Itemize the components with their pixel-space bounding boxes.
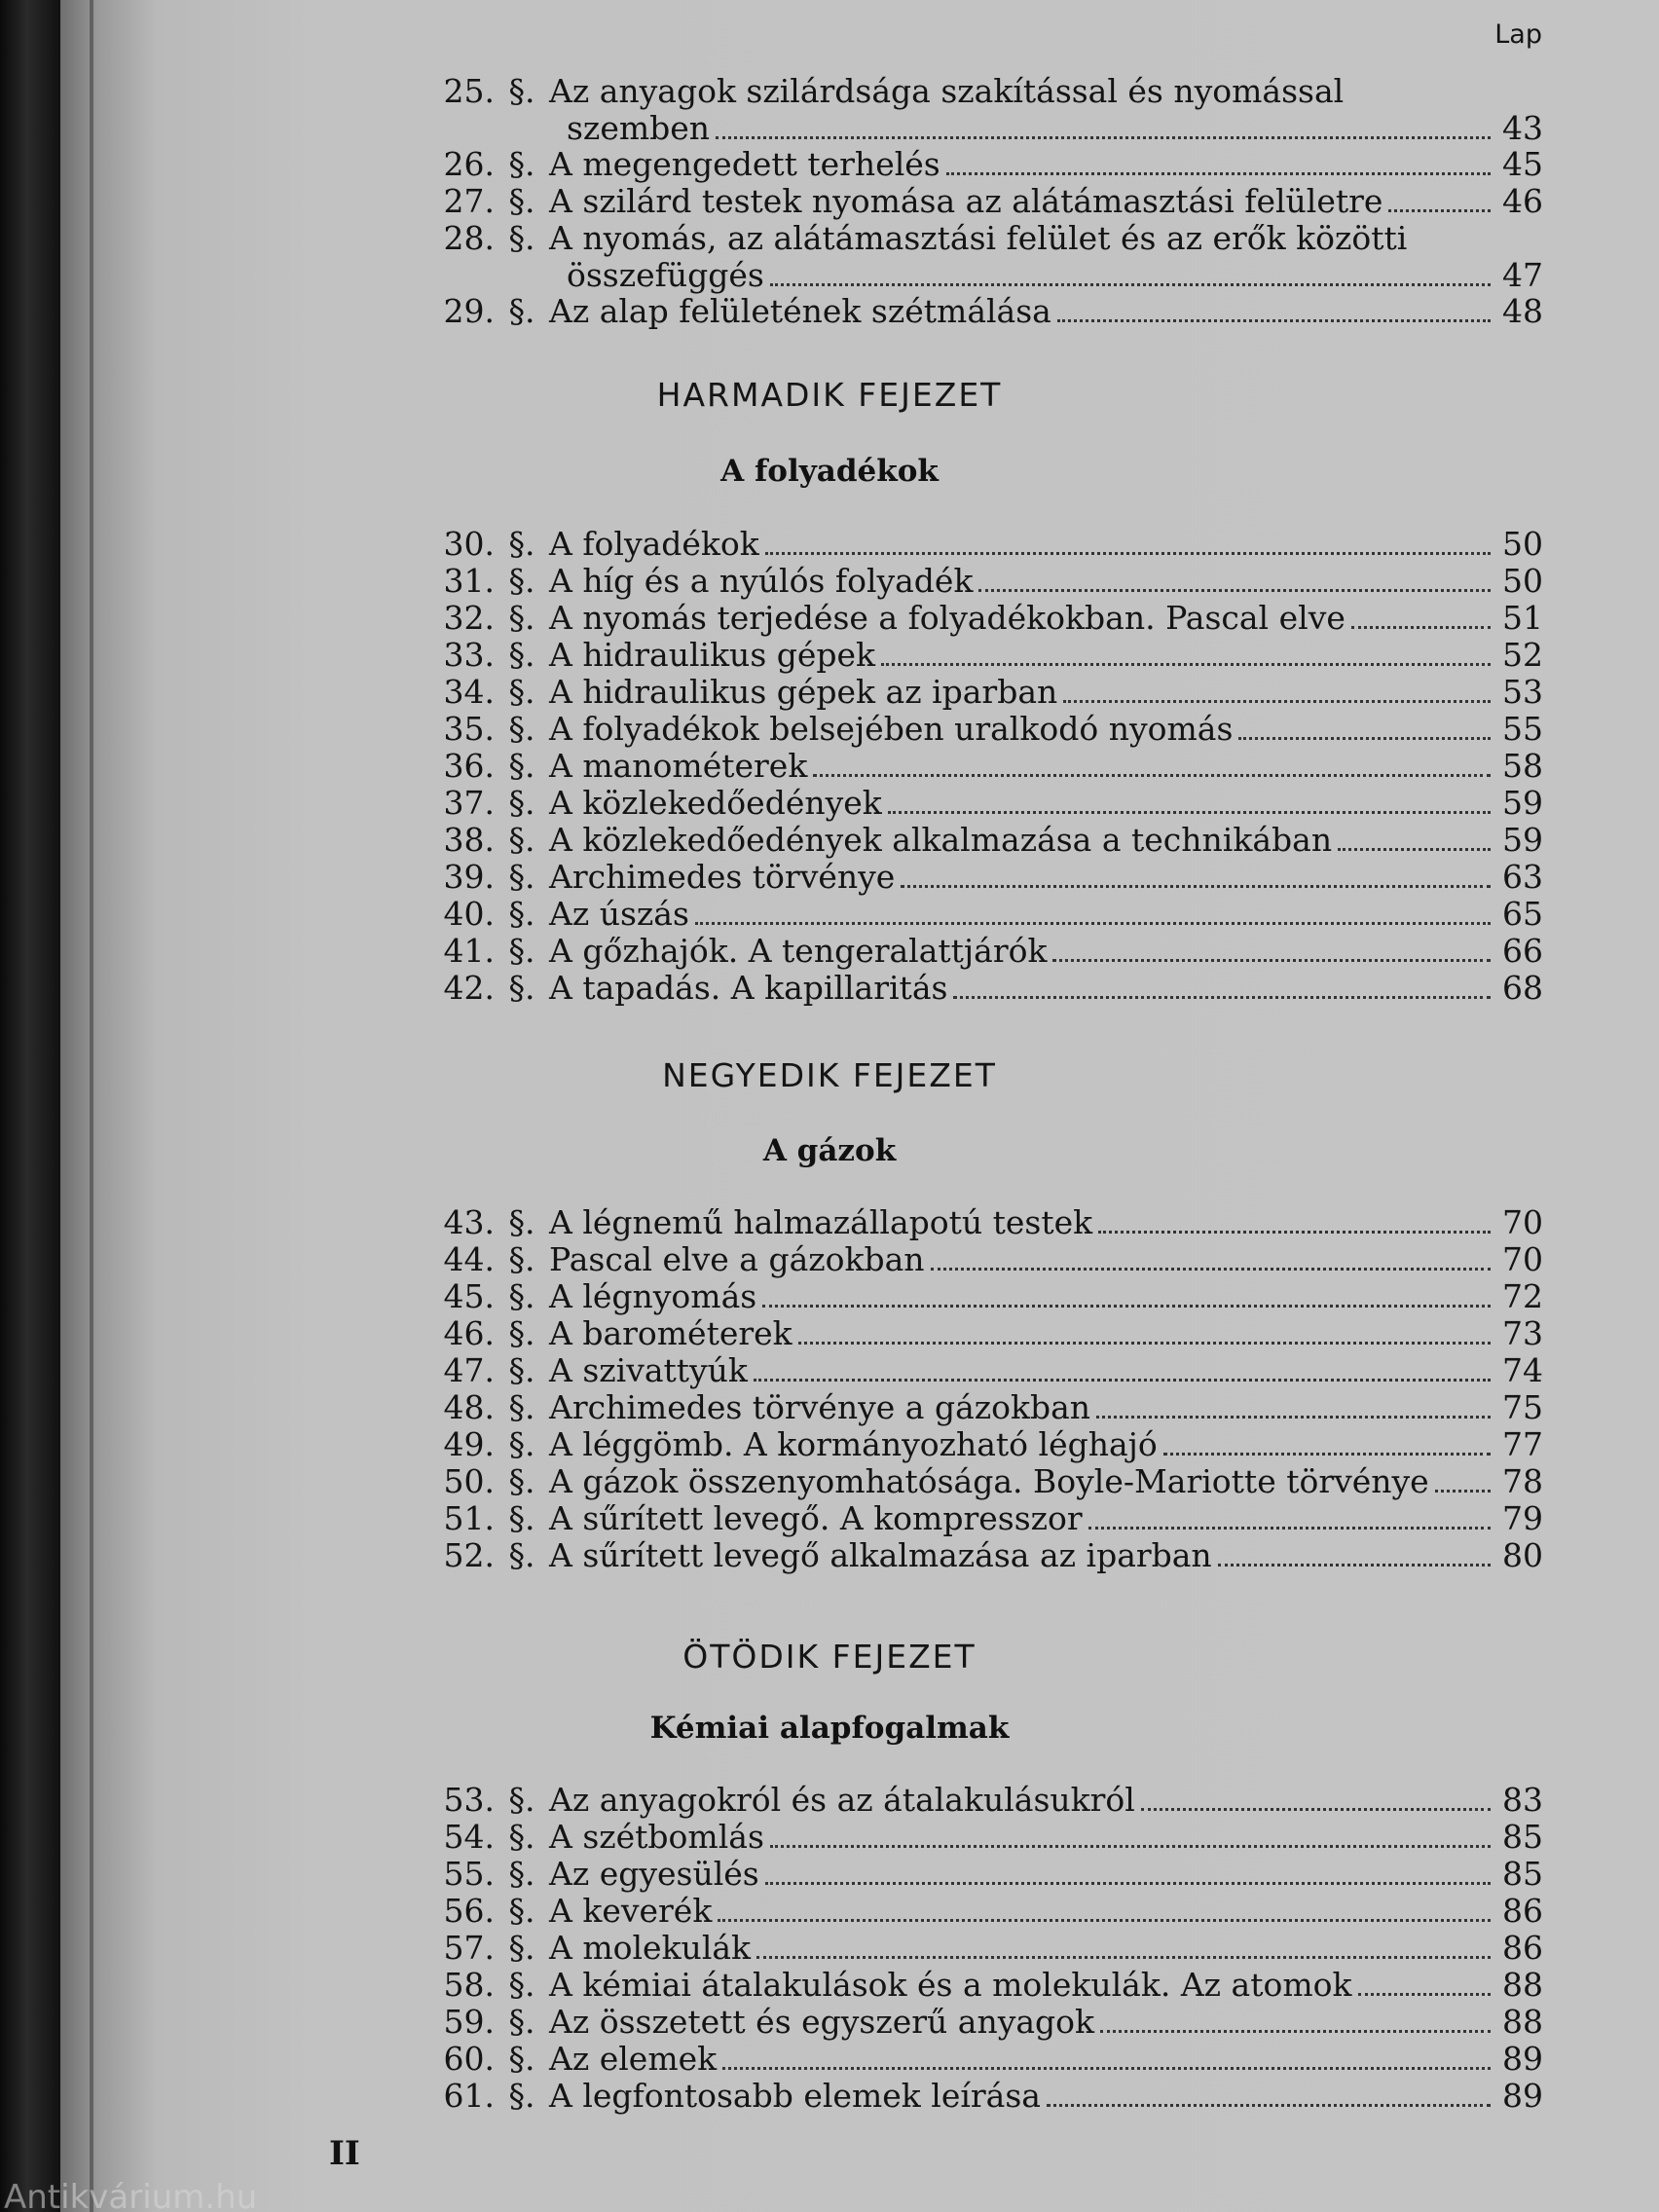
toc-entry-continuation — [567, 257, 1543, 294]
toc-entry-title: Az elemek — [549, 2040, 718, 2078]
section-sign: §. — [508, 1781, 535, 1819]
toc-entry — [428, 1315, 1543, 1352]
toc-entry-number: 53. — [443, 1781, 495, 1819]
toc-entry-number: 54. — [443, 1818, 495, 1856]
toc-entry — [428, 1537, 1543, 1574]
toc-entry — [428, 785, 1543, 822]
toc-entry-page: 75 — [1502, 1388, 1543, 1426]
toc-entry — [428, 563, 1543, 600]
toc-entry-title: Az összetett és egyszerű anyagok — [549, 2003, 1095, 2041]
section-sign: §. — [508, 1966, 535, 2004]
dot-leader — [1098, 1209, 1491, 1234]
toc-entry-title: A szivattyúk — [549, 1351, 748, 1389]
toc-entry-page: 85 — [1502, 1855, 1543, 1893]
toc-entry-number: 48. — [443, 1388, 495, 1426]
toc-entry-page: 59 — [1502, 784, 1543, 822]
toc-entry-title: A szétbomlás — [549, 1818, 764, 1856]
section-sign: §. — [508, 636, 535, 674]
toc-entry-number: 28. — [443, 219, 495, 257]
toc-entry-page: 83 — [1502, 1781, 1543, 1819]
toc-entry-page: 85 — [1502, 1818, 1543, 1856]
toc-entry — [428, 1241, 1543, 1278]
toc-entry-title: A híg és a nyúlós folyadék — [549, 562, 974, 600]
toc-entry-number: 30. — [443, 525, 495, 563]
toc-entry — [428, 1500, 1543, 1537]
toc-entry-page: 46 — [1502, 182, 1543, 220]
section-sign: §. — [508, 1388, 535, 1426]
section-sign: §. — [508, 858, 535, 896]
toc-entry — [428, 1352, 1543, 1389]
toc-entry-title: A légnemű halmazállapotú testek — [549, 1203, 1093, 1241]
toc-entry-page: 43 — [1502, 109, 1543, 147]
toc-entry — [428, 73, 1543, 110]
dot-leader — [1351, 605, 1491, 629]
toc-entry — [428, 637, 1543, 674]
toc-entry-title: A gázok összenyomhatósága. Boyle-Mariotte törvénye — [549, 1462, 1429, 1500]
toc-entry — [428, 1463, 1543, 1500]
toc-entry-title: A keverék — [549, 1892, 713, 1930]
toc-entry — [428, 526, 1543, 563]
section-sign: §. — [508, 2040, 535, 2078]
toc-entry — [428, 1389, 1543, 1426]
toc-entry-number: 29. — [443, 292, 495, 330]
section-sign: §. — [508, 219, 535, 257]
chapter-heading-harmadik: HARMADIK FEJEZET — [656, 376, 1003, 414]
toc-entry-title: A manométerek — [549, 747, 808, 785]
dot-leader — [1163, 1431, 1491, 1456]
dot-leader — [770, 262, 1491, 286]
dot-leader — [953, 975, 1491, 999]
toc-entry-page: 80 — [1502, 1536, 1543, 1574]
toc-entry — [428, 933, 1543, 970]
toc-entry — [428, 748, 1543, 785]
toc-entry-page: 70 — [1502, 1240, 1543, 1278]
toc-entry-title: A sűrített levegő. A kompresszor — [549, 1499, 1083, 1537]
toc-entry — [428, 1278, 1543, 1315]
toc-entry-title: A molekulák — [549, 1929, 752, 1967]
section-sign: §. — [508, 821, 535, 859]
toc-entry-page: 74 — [1502, 1351, 1543, 1389]
toc-entry-number: 37. — [443, 784, 495, 822]
toc-entry-number: 38. — [443, 821, 495, 859]
dot-leader — [722, 2046, 1491, 2070]
toc-entry-title: A gőzhajók. A tengeralattjárók — [549, 932, 1048, 970]
toc-entry-page: 86 — [1502, 1929, 1543, 1967]
dot-leader — [1063, 679, 1491, 703]
toc-entry-number: 58. — [443, 1966, 495, 2004]
section-sign: §. — [508, 1425, 535, 1463]
dot-leader — [931, 1246, 1491, 1271]
dot-leader — [762, 1283, 1491, 1308]
toc-entry-title: Az egyesülés — [549, 1855, 759, 1893]
dot-leader — [1358, 1972, 1491, 1996]
section-sign: §. — [508, 1240, 535, 1278]
toc-entry-title: A folyadékok belsejében uralkodó nyomás — [549, 710, 1234, 748]
toc-entry-number: 46. — [443, 1314, 495, 1352]
toc-entry — [428, 896, 1543, 933]
toc-entry — [428, 859, 1543, 896]
toc-entry-number: 56. — [443, 1892, 495, 1930]
dot-leader — [798, 1320, 1491, 1345]
toc-entry-number: 35. — [443, 710, 495, 748]
toc-entry-title: A nyomás, az alátámasztási felület és az erők közötti — [549, 219, 1408, 257]
section-sign: §. — [508, 1462, 535, 1500]
toc-entry-number: 47. — [443, 1351, 495, 1389]
toc-entry-number: 27. — [443, 182, 495, 220]
dot-leader — [1435, 1468, 1491, 1493]
toc-entry-number: 31. — [443, 562, 495, 600]
toc-entry — [428, 1930, 1543, 1967]
toc-entry-number: 41. — [443, 932, 495, 970]
toc-entry-number: 44. — [443, 1240, 495, 1278]
toc-entry — [428, 822, 1543, 859]
toc-entry-title: A kémiai átalakulások és a molekulák. Az atomok — [549, 1966, 1352, 2004]
section-sign: §. — [508, 673, 535, 711]
toc-entry-page: 88 — [1502, 1966, 1543, 2004]
section-sign: §. — [508, 784, 535, 822]
toc-entry-number: 33. — [443, 636, 495, 674]
dot-leader — [1088, 1505, 1491, 1530]
toc-entry-number: 55. — [443, 1855, 495, 1893]
toc-entry-page: 78 — [1502, 1462, 1543, 1500]
lap-column-header: Lap — [1494, 19, 1542, 50]
toc-entry-page: 66 — [1502, 932, 1543, 970]
section-sign: §. — [508, 1929, 535, 1967]
toc-entry — [428, 1819, 1543, 1856]
section-sign: §. — [508, 1536, 535, 1574]
section-sign: §. — [508, 182, 535, 220]
toc-entry-page: 89 — [1502, 2040, 1543, 2078]
chapter-heading-otodik: ÖTÖDIK FEJEZET — [682, 1638, 977, 1676]
section-sign: §. — [508, 969, 535, 1007]
toc-entry — [428, 2078, 1543, 2115]
toc-entry-page: 79 — [1502, 1499, 1543, 1537]
toc-entry-number: 43. — [443, 1203, 495, 1241]
toc-entry-title: A sűrített levegő alkalmazása az iparban — [549, 1536, 1212, 1574]
toc-entry-title: Az úszás — [549, 895, 689, 933]
chapter-subtitle-kemiai: Kémiai alapfogalmak — [649, 1711, 1010, 1746]
toc-entry — [428, 293, 1543, 330]
antikvarium-watermark: Antikvárium.hu — [4, 2181, 258, 2212]
toc-entry-number: 34. — [443, 673, 495, 711]
toc-entry-title: A barométerek — [549, 1314, 793, 1352]
toc-entry-number: 60. — [443, 2040, 495, 2078]
toc-entry-page: 72 — [1502, 1277, 1543, 1315]
section-sign: §. — [508, 292, 535, 330]
dot-leader — [1338, 827, 1491, 851]
toc-entry-title: A hidraulikus gépek az iparban — [549, 673, 1058, 711]
dot-leader — [1238, 716, 1491, 740]
dot-leader — [901, 864, 1491, 888]
toc-entry-number: 26. — [443, 145, 495, 183]
toc-entry-number: 57. — [443, 1929, 495, 1967]
toc-entry-page: 50 — [1502, 562, 1543, 600]
toc-entry-page: 89 — [1502, 2077, 1543, 2115]
toc-entry-number: 40. — [443, 895, 495, 933]
dot-leader — [765, 1861, 1491, 1885]
chapter-subtitle-gazok: A gázok — [762, 1133, 897, 1168]
toc-entry-page: 70 — [1502, 1203, 1543, 1241]
page-number-roman: II — [329, 2134, 360, 2173]
toc-entry-number: 45. — [443, 1277, 495, 1315]
toc-entry-number: 49. — [443, 1425, 495, 1463]
toc-entry-page: 50 — [1502, 525, 1543, 563]
dot-leader — [1141, 1787, 1491, 1811]
section-sign: §. — [508, 1818, 535, 1856]
toc-entry — [428, 1893, 1543, 1930]
toc-entry-page: 73 — [1502, 1314, 1543, 1352]
toc-entry-page: 47 — [1502, 256, 1543, 294]
page-edge-line — [90, 0, 93, 2212]
dot-leader — [770, 1824, 1491, 1848]
toc-entry — [428, 674, 1543, 711]
toc-entry-page: 48 — [1502, 292, 1543, 330]
toc-entry-number: 52. — [443, 1536, 495, 1574]
section-sign: §. — [508, 1314, 535, 1352]
dot-leader — [888, 790, 1491, 814]
section-sign: §. — [508, 1277, 535, 1315]
section-sign: §. — [508, 747, 535, 785]
section-sign: §. — [508, 525, 535, 563]
dot-leader — [1096, 1394, 1491, 1419]
toc-entry-title: A folyadékok — [549, 525, 759, 563]
toc-entry-page: 86 — [1502, 1892, 1543, 1930]
book-spine-shadow — [0, 0, 60, 2212]
dot-leader — [716, 115, 1491, 139]
dot-leader — [978, 568, 1491, 592]
toc-entry-title-continued: szemben — [567, 109, 711, 147]
section-sign: §. — [508, 1499, 535, 1537]
toc-entry-title: A szilárd testek nyomása az alátámasztási felületre — [549, 182, 1383, 220]
toc-entry — [428, 1426, 1543, 1463]
toc-entry-title: A megengedett terhelés — [549, 145, 940, 183]
toc-entry-page: 58 — [1502, 747, 1543, 785]
dot-leader — [946, 151, 1491, 175]
section-sign: §. — [508, 1855, 535, 1893]
toc-entry-title: A közlekedőedények — [549, 784, 882, 822]
dot-leader — [718, 1898, 1491, 1922]
toc-entry-page: 51 — [1502, 599, 1543, 637]
toc-entry-title: A léggömb. A kormányozható léghajó — [549, 1425, 1158, 1463]
section-sign: §. — [508, 932, 535, 970]
section-sign: §. — [508, 72, 535, 110]
toc-entry-page: 45 — [1502, 145, 1543, 183]
toc-entry-number: 32. — [443, 599, 495, 637]
chapter-heading-negyedik: NEGYEDIK FEJEZET — [662, 1056, 997, 1094]
section-sign: §. — [508, 599, 535, 637]
toc-entry-title: Archimedes törvénye — [549, 858, 896, 896]
toc-entry — [428, 146, 1543, 183]
toc-entry — [428, 1204, 1543, 1241]
toc-entry — [428, 711, 1543, 748]
dot-leader — [813, 753, 1491, 777]
chapter-subtitle-folyadekok: A folyadékok — [720, 454, 939, 489]
toc-entry-title: A nyomás terjedése a folyadékokban. Pascal elve — [549, 599, 1346, 637]
toc-entry-continuation — [567, 110, 1543, 147]
toc-entry-page: 65 — [1502, 895, 1543, 933]
toc-entry-page: 88 — [1502, 2003, 1543, 2041]
section-sign: §. — [508, 2003, 535, 2041]
toc-entry-number: 59. — [443, 2003, 495, 2041]
section-sign: §. — [508, 710, 535, 748]
toc-entry-number: 25. — [443, 72, 495, 110]
toc-entry-title: Archimedes törvénye a gázokban — [549, 1388, 1091, 1426]
toc-entry-page: 63 — [1502, 858, 1543, 896]
toc-entry-title: A légnyomás — [549, 1277, 757, 1315]
toc-entry-page: 53 — [1502, 673, 1543, 711]
dot-leader — [765, 531, 1491, 555]
toc-entry — [428, 970, 1543, 1007]
section-sign: §. — [508, 145, 535, 183]
dot-leader — [754, 1357, 1491, 1382]
dot-leader — [756, 1935, 1491, 1959]
toc-entry-title: A közlekedőedények alkalmazása a technikában — [549, 821, 1333, 859]
toc-entry-title: A hidraulikus gépek — [549, 636, 876, 674]
toc-entry-title: Az anyagokról és az átalakulásukról — [549, 1781, 1135, 1819]
dot-leader — [1100, 2009, 1491, 2033]
toc-entry — [428, 1856, 1543, 1893]
dot-leader — [1388, 188, 1491, 212]
dot-leader — [1057, 298, 1491, 322]
toc-entry-page: 55 — [1502, 710, 1543, 748]
toc-entry-title: Az alap felületének szétmálása — [549, 292, 1051, 330]
toc-entry-page: 68 — [1502, 969, 1543, 1007]
toc-entry-number: 51. — [443, 1499, 495, 1537]
section-sign: §. — [508, 1892, 535, 1930]
section-sign: §. — [508, 1351, 535, 1389]
toc-entry — [428, 220, 1543, 257]
toc-entry — [428, 1967, 1543, 2004]
dot-leader — [1052, 938, 1491, 962]
toc-entry-page: 59 — [1502, 821, 1543, 859]
toc-entry — [428, 183, 1543, 220]
toc-entry-number: 61. — [443, 2077, 495, 2115]
toc-entry-title-continued: összefüggés — [567, 256, 764, 294]
toc-entry-number: 42. — [443, 969, 495, 1007]
dot-leader — [695, 901, 1491, 925]
section-sign: §. — [508, 895, 535, 933]
toc-entry-number: 50. — [443, 1462, 495, 1500]
dot-leader — [881, 642, 1491, 666]
toc-entry — [428, 2041, 1543, 2078]
toc-entry — [428, 2004, 1543, 2041]
toc-entry-title: Pascal elve a gázokban — [549, 1240, 925, 1278]
section-sign: §. — [508, 562, 535, 600]
toc-entry — [428, 600, 1543, 637]
section-sign: §. — [508, 2077, 535, 2115]
toc-entry-page: 77 — [1502, 1425, 1543, 1463]
dot-leader — [1218, 1542, 1491, 1567]
dot-leader — [1047, 2083, 1491, 2107]
toc-entry-title: A tapadás. A kapillaritás — [549, 969, 948, 1007]
toc-entry-number: 39. — [443, 858, 495, 896]
section-sign: §. — [508, 1203, 535, 1241]
toc-entry — [428, 1782, 1543, 1819]
toc-entry-page: 52 — [1502, 636, 1543, 674]
toc-entry-number: 36. — [443, 747, 495, 785]
toc-entry-title: Az anyagok szilárdsága szakítással és nyomással — [549, 72, 1345, 110]
toc-entry-title: A legfontosabb elemek leírása — [549, 2077, 1041, 2115]
